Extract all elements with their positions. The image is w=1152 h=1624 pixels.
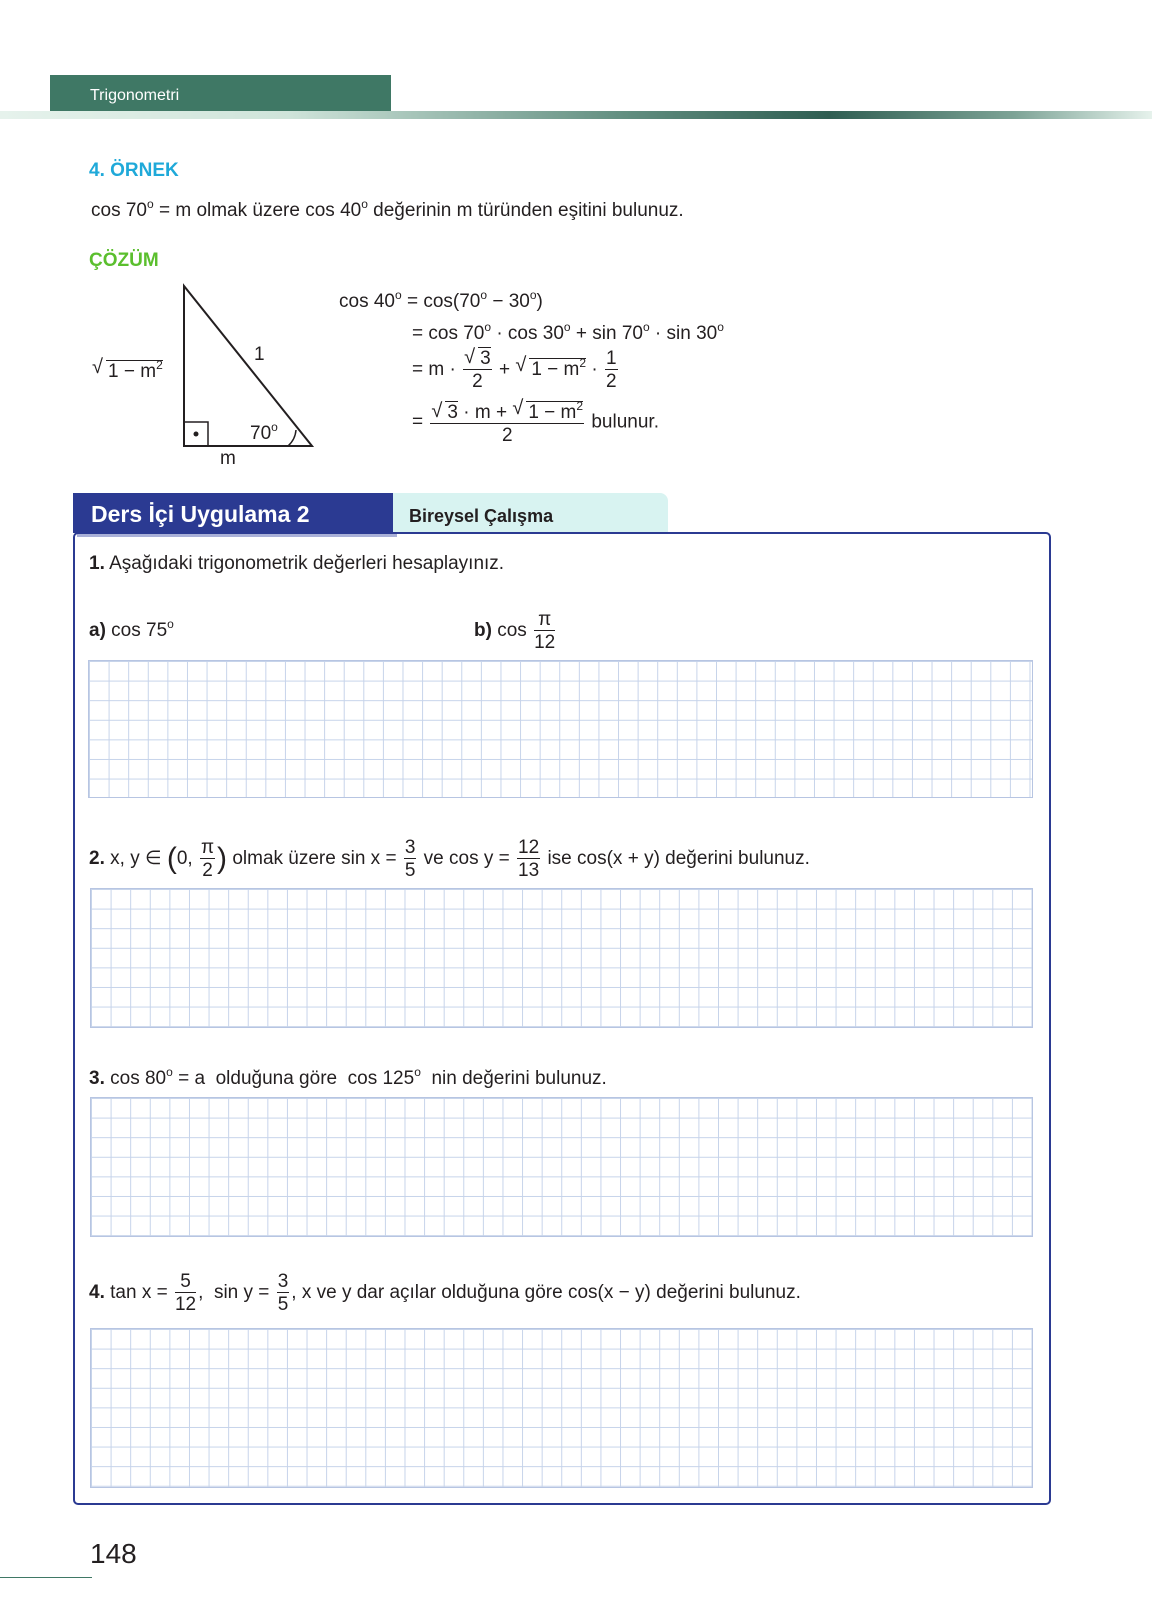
question-4: 4. tan x = $\frac{5}{12}$ , sin y = $\frac{3}{5}$ , x ve y dar açılar olduğuna göre cos(x − y) değerini bulunuz. xyxy=(89,1271,801,1315)
q1-b-label: b) xyxy=(474,620,492,642)
statement-mid: olmak üzere xyxy=(196,200,300,221)
q4-number: 4. xyxy=(89,1282,105,1304)
page-number: 148 xyxy=(90,1538,137,1569)
bulunur-text: bulunur. xyxy=(591,411,659,433)
solution-line-3: = m · √ $\frac{3}{2}$ + √ $1 - m^2$ · $\frac{1}{2}$ xyxy=(412,349,620,391)
q1-text: Aşağıdaki trigonometrik değerleri hesaplayınız. xyxy=(109,553,505,574)
triangle-angle-label: 70$^o$ xyxy=(250,420,278,444)
angle-arc xyxy=(288,430,296,446)
example-title: 4. ÖRNEK xyxy=(89,160,179,181)
right-angle-dot xyxy=(194,432,199,437)
q1-part-a: a) cos 75$^o$ xyxy=(89,617,174,641)
chapter-title: Trigonometri xyxy=(90,87,180,104)
triangle-hyp-label: 1 xyxy=(254,344,265,365)
q1-a-label: a) xyxy=(89,620,106,641)
solution-line-2: = $\cos 70^o \cdot \cos 30^o + \sin 70^o \cdot \sin 30^o$ xyxy=(412,320,724,344)
solution-title: ÇÖZÜM xyxy=(89,250,159,271)
answer-grid-1[interactable] xyxy=(88,660,1033,798)
page-number-rule xyxy=(0,1577,92,1578)
triangle-adjacent-label: m xyxy=(220,448,236,469)
q3-number: 3. xyxy=(89,1068,105,1089)
right-triangle-figure xyxy=(170,280,320,460)
given-expression: $\cos 70^o = m$ xyxy=(91,197,192,221)
question-3: 3. $\cos 80^o = a$ olduğuna göre cos 125$^o$ nin değerini bulunuz. xyxy=(89,1065,607,1089)
header-rule xyxy=(0,111,1152,119)
answer-grid-3[interactable] xyxy=(90,1097,1033,1237)
q2-number: 2. xyxy=(89,848,105,870)
triangle-opposite-label: √ $1 - m^2$ xyxy=(92,358,163,383)
target-expression: cos 40$^o$ xyxy=(305,197,368,221)
question-2: 2. x, y ∈ (0, $\frac{\pi}{2}$ ) olmak üzere sin x = $\frac{3}{5}$ ve cos y = $\frac{12}{13}$ ise cos(x + y) değerini bulunuz. xyxy=(89,837,810,881)
example-statement xyxy=(91,197,684,222)
answer-grid-4[interactable] xyxy=(90,1328,1033,1488)
activity-title-box xyxy=(73,493,393,533)
q1-part-b: b) cos $\frac{\pi}{12}$ xyxy=(474,609,556,653)
work-mode-box xyxy=(393,493,668,533)
work-mode-label: Bireysel Çalışma xyxy=(409,506,554,526)
q1-number: 1. xyxy=(89,553,105,574)
chapter-tab xyxy=(50,75,391,111)
solution-line-4: = √ $\frac{3 \cdot m + √ 1 - m^2}{2}$ bulunur. xyxy=(412,400,659,445)
question-1 xyxy=(89,553,504,575)
solution-line-1: $\cos 40^o = \cos(70^o - 30^o)$ xyxy=(339,288,543,312)
statement-end: değerinin m türünden eşitini bulunuz. xyxy=(373,200,684,221)
answer-grid-2[interactable] xyxy=(90,888,1033,1028)
activity-title: Ders İçi Uygulama 2 xyxy=(91,501,310,527)
